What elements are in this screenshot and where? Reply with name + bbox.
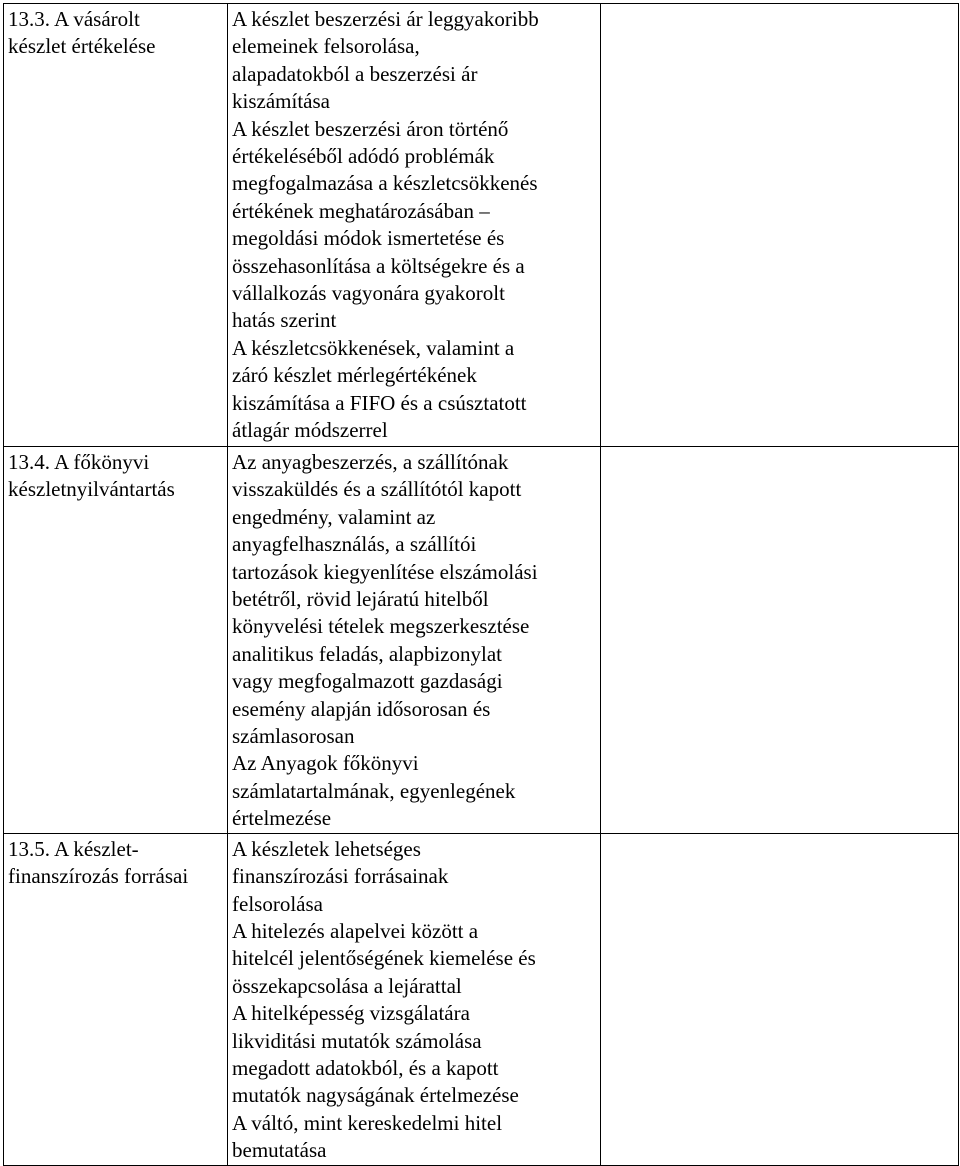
topic-line: készletnyilvántartás bbox=[8, 477, 175, 502]
content-cell bbox=[228, 833, 601, 1165]
empty-cell bbox=[601, 447, 959, 834]
table-row bbox=[4, 4, 959, 447]
content-line: A hitelezés alapelvei között a bbox=[232, 918, 479, 943]
topic-line: 13.5. A készlet- bbox=[8, 836, 139, 861]
content-line: bemutatása bbox=[232, 1138, 327, 1163]
empty-cell bbox=[601, 833, 959, 1165]
content-line: vagy megfogalmazott gazdasági bbox=[232, 669, 503, 694]
content-line: vállalkozás vagyonára gyakorolt bbox=[232, 281, 505, 306]
table-row bbox=[4, 833, 959, 1165]
topic-cell bbox=[4, 833, 228, 1165]
content-line: kiszámítása a FIFO és a csúsztatott bbox=[232, 390, 527, 415]
content-line: esemény alapján idősorosan és bbox=[232, 696, 491, 721]
topic-line: finanszírozás forrásai bbox=[8, 864, 189, 889]
content-cell bbox=[228, 4, 601, 447]
content-line: könyvelési tételek megszerkesztése bbox=[232, 614, 530, 639]
content-line: záró készlet mérlegértékének bbox=[232, 363, 477, 388]
content-line: hatás szerint bbox=[232, 308, 337, 333]
topic-line: 13.3. A vásárolt bbox=[8, 7, 140, 31]
content-line: értelmezése bbox=[232, 806, 332, 831]
content-line: A készletek lehetséges bbox=[232, 836, 421, 861]
content-line: A készlet beszerzési ár leggyakoribb bbox=[232, 7, 539, 31]
content-line: analitikus feladás, alapbizonylat bbox=[232, 641, 502, 666]
content-line: engedmény, valamint az bbox=[232, 504, 436, 529]
content-line: A készletcsökkenések, valamint a bbox=[232, 335, 515, 360]
content-line: alapadatokból a beszerzési ár bbox=[232, 61, 478, 86]
content-line: visszaküldés és a szállítótól kapott bbox=[232, 477, 522, 502]
content-line: összekapcsolása a lejárattal bbox=[232, 973, 462, 998]
content-line: mutatók nagyságának értelmezése bbox=[232, 1083, 519, 1108]
topic-line: 13.4. A főkönyvi bbox=[8, 450, 150, 474]
table-row bbox=[4, 447, 959, 834]
content-line: tartozások kiegyenlítése elszámolási bbox=[232, 559, 538, 584]
content-line: megoldási módok ismertetése és bbox=[232, 226, 505, 251]
content-cell bbox=[228, 447, 601, 834]
content-line: A készlet beszerzési áron történő bbox=[232, 116, 509, 141]
topic-cell bbox=[4, 447, 228, 834]
empty-cell bbox=[601, 4, 959, 447]
content-line: A váltó, mint kereskedelmi hitel bbox=[232, 1110, 503, 1135]
content-line: értékének meghatározásában – bbox=[232, 198, 490, 223]
content-line: Az anyagbeszerzés, a szállítónak bbox=[232, 450, 509, 474]
content-line: felsorolása bbox=[232, 891, 323, 916]
content-line: betétről, rövid lejáratú hitelből bbox=[232, 587, 489, 612]
content-line: kiszámítása bbox=[232, 89, 330, 114]
content-line: átlagár módszerrel bbox=[232, 418, 388, 443]
topic-line: készlet értékelése bbox=[8, 34, 156, 59]
content-line: finanszírozási forrásainak bbox=[232, 864, 449, 889]
content-line: számlasorosan bbox=[232, 724, 355, 749]
content-line: hitelcél jelentőségének kiemelése és bbox=[232, 946, 536, 971]
content-line: anyagfelhasználás, a szállítói bbox=[232, 532, 477, 557]
content-line: likviditási mutatók számolása bbox=[232, 1028, 482, 1053]
content-line: megfogalmazása a készletcsökkenés bbox=[232, 171, 538, 196]
topic-cell bbox=[4, 4, 228, 447]
curriculum-table bbox=[3, 3, 959, 1166]
content-line: Az Anyagok főkönyvi bbox=[232, 751, 419, 776]
content-line: megadott adatokból, és a kapott bbox=[232, 1055, 499, 1080]
content-line: számlatartalmának, egyenlegének bbox=[232, 778, 516, 803]
content-line: összehasonlítása a költségekre és a bbox=[232, 253, 525, 278]
content-line: értékeléséből adódó problémák bbox=[232, 144, 495, 169]
content-line: A hitelképesség vizsgálatára bbox=[232, 1001, 470, 1026]
content-line: elemeinek felsorolása, bbox=[232, 34, 420, 59]
